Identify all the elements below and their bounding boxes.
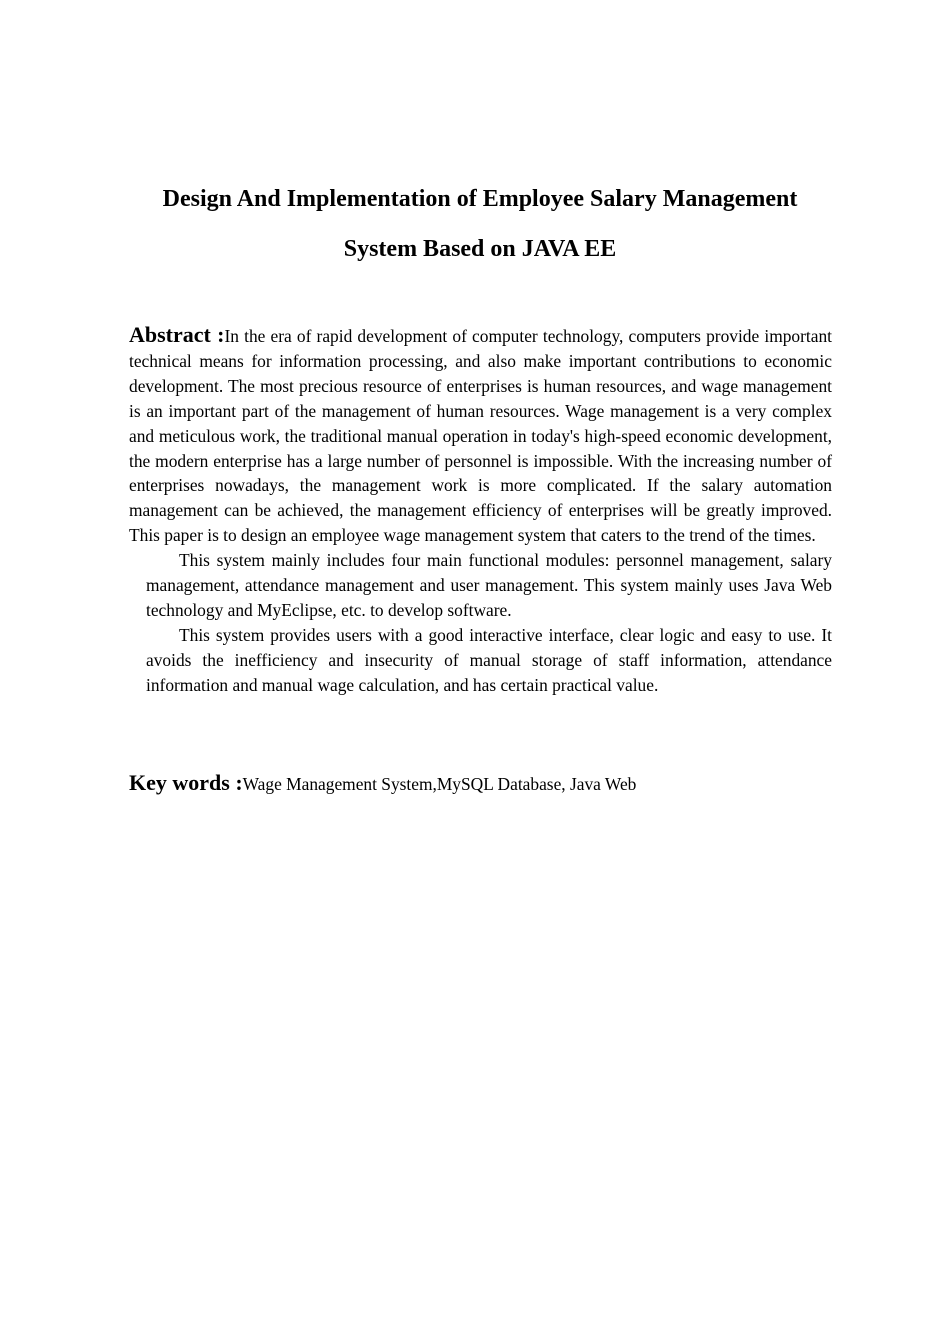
abstract-paragraph-1 bbox=[129, 323, 832, 548]
keywords-section bbox=[129, 770, 832, 797]
keywords-text: Wage Management System,MySQL Database, Java Web bbox=[242, 774, 637, 794]
title-line-2: System Based on JAVA EE bbox=[343, 236, 617, 262]
title-line-1: Design And Implementation of Employee Salary Management bbox=[162, 186, 798, 212]
abstract-paragraph-2: This system mainly includes four main functional modules: personnel management, salary management, attendance management and user management. This system mainly uses Java Web technology and MyEclipse, etc. to develop software. bbox=[146, 550, 832, 620]
abstract-paragraph-3: This system provides users with a good interactive interface, clear logic and easy to use. It avoids the inefficiency and insecurity of manual storage of staff information, attendance information and manual wage calculation, and has certain practical value. bbox=[146, 624, 832, 695]
abstract-section bbox=[129, 323, 832, 698]
keywords-label: Key words : bbox=[129, 770, 243, 795]
abstract-label: Abstract : bbox=[129, 322, 225, 347]
abstract-paragraph-1-text: In the era of rapid development of computer technology, computers provide important technical means for information processing, and also make important contributions to economic development. The most precious resource of enterprises is human resources, and wage management is an important part of the management of human resources. Wage management is a very complex and meticulous work, the traditional manual operation in today's high-speed economic development, the modern enterprise has a large number of personnel is impossible. With the increasing number of enterprises nowadays, the management work is more complicated. If the salary automation management can be achieved, the management efficiency of enterprises will be greatly improved. This paper is to design an employee wage management system that caters to the trend of the times. bbox=[129, 326, 832, 546]
